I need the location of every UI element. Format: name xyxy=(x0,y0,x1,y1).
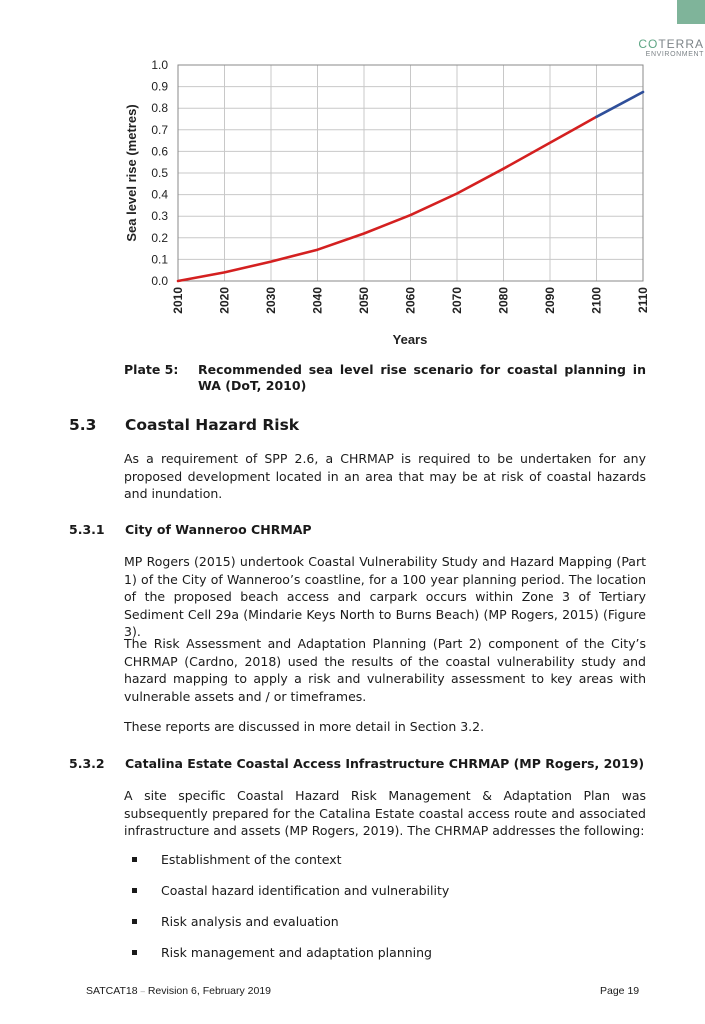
y-tick-label: 1.0 xyxy=(151,58,168,72)
x-tick-label: 2060 xyxy=(403,287,418,314)
footer-separator: – xyxy=(140,987,145,996)
y-tick-label: 0.0 xyxy=(151,274,168,288)
square-bullet-icon xyxy=(132,950,137,955)
chrmap-bullet-list xyxy=(124,850,646,974)
subsection-number: 5.3.1 xyxy=(69,522,105,537)
paragraph-mp-rogers-2015: MP Rogers (2015) undertook Coastal Vulnerability Study and Hazard Mapping (Part 1) of the City of Wanneroo’s coastline, for a 100 year planning period. The location of the proposed beach access and carpark occurs within Zone 3 of Tertiary Sediment Cell 29a (Mindarie Keys North to Burns Beach) (MP Rogers, 2015) (Figure 3). xyxy=(124,554,646,640)
y-tick-label: 0.3 xyxy=(151,209,168,224)
x-axis-label: Years xyxy=(392,332,428,347)
paragraph-risk-assessment: The Risk Assessment and Adaptation Planning (Part 2) component of the City’s CHRMAP (Cardno, 2018) used the results of the coastal vulnerability study and hazard mapping to apply a risk and vulnerability assessment to key areas with vulnerable assets and / or timeframes. xyxy=(124,636,646,704)
section-number: 5.3 xyxy=(69,416,97,434)
y-axis-label: Sea level rise (metres) xyxy=(124,104,139,242)
y-tick-label: 0.1 xyxy=(151,252,168,267)
list-item: Risk analysis and evaluation xyxy=(124,912,646,943)
logo-name: COTERRA xyxy=(638,37,704,51)
x-tick-labels xyxy=(171,287,650,314)
x-tick-label: 2050 xyxy=(357,287,371,314)
subsection-title: City of Wanneroo CHRMAP xyxy=(125,522,312,537)
footer-revision: Revision 6, February 2019 xyxy=(147,985,271,997)
list-item: Coastal hazard identification and vulnerability xyxy=(124,881,646,912)
plate-caption xyxy=(124,362,646,394)
subsection-title: Catalina Estate Coastal Access Infrastructure CHRMAP (MP Rogers, 2019) xyxy=(125,756,645,771)
sea-level-rise-chart xyxy=(118,52,658,352)
logo-subtitle: ENVIRONMENT xyxy=(645,51,704,58)
x-tick-label: 2020 xyxy=(217,287,232,314)
paragraph-section-reference: These reports are discussed in more detail in Section 3.2. xyxy=(124,719,485,734)
subsection-number: 5.3.2 xyxy=(69,756,105,771)
x-tick-label: 2070 xyxy=(450,287,464,314)
plate-text: Recommended sea level rise scenario for coastal planning in WA (DoT, 2010) xyxy=(198,362,646,393)
square-bullet-icon xyxy=(132,857,137,862)
footer-doc-id: SATCAT18 xyxy=(86,985,138,997)
y-tick-label: 0.4 xyxy=(151,187,168,202)
list-item: Establishment of the context xyxy=(124,850,646,881)
y-tick-labels xyxy=(151,58,168,288)
y-tick-label: 0.7 xyxy=(151,122,168,137)
y-tick-label: 0.9 xyxy=(151,79,168,94)
section-intro-paragraph: As a requirement of SPP 2.6, a CHRMAP is required to be undertaken for any proposed development located in an area that may be at risk of coastal hazards and inundation. xyxy=(124,451,646,502)
list-item: Risk management and adaptation planning xyxy=(124,943,646,974)
plate-label: Plate 5: xyxy=(124,362,179,377)
x-tick-label: 2010 xyxy=(171,287,185,314)
x-tick-label: 2090 xyxy=(543,287,557,314)
y-tick-label: 0.6 xyxy=(151,144,168,159)
x-tick-label: 2110 xyxy=(636,287,650,314)
y-tick-label: 0.2 xyxy=(151,230,168,245)
square-bullet-icon xyxy=(132,919,137,924)
footer-page-number: Page 19 xyxy=(600,985,640,997)
corner-accent-block xyxy=(677,0,705,24)
y-tick-label: 0.8 xyxy=(151,101,168,116)
y-tick-label: 0.5 xyxy=(151,166,168,180)
x-tick-label: 2040 xyxy=(310,287,325,314)
footer-document-info xyxy=(86,985,271,997)
x-tick-label: 2030 xyxy=(264,287,278,314)
paragraph-site-specific-chrmap: A site specific Coastal Hazard Risk Management & Adaptation Plan was subsequently prepared for the Catalina Estate coastal access route and associated infrastructure and assets (MP Rogers, 2019). The CHRMAP addresses the following: xyxy=(124,788,646,839)
square-bullet-icon xyxy=(132,888,137,893)
section-title: Coastal Hazard Risk xyxy=(125,416,300,434)
x-tick-label: 2100 xyxy=(589,287,604,314)
chart-grid xyxy=(178,65,643,281)
series-line-2 xyxy=(597,92,644,117)
series-line-1 xyxy=(178,117,597,281)
x-tick-label: 2080 xyxy=(496,287,511,314)
